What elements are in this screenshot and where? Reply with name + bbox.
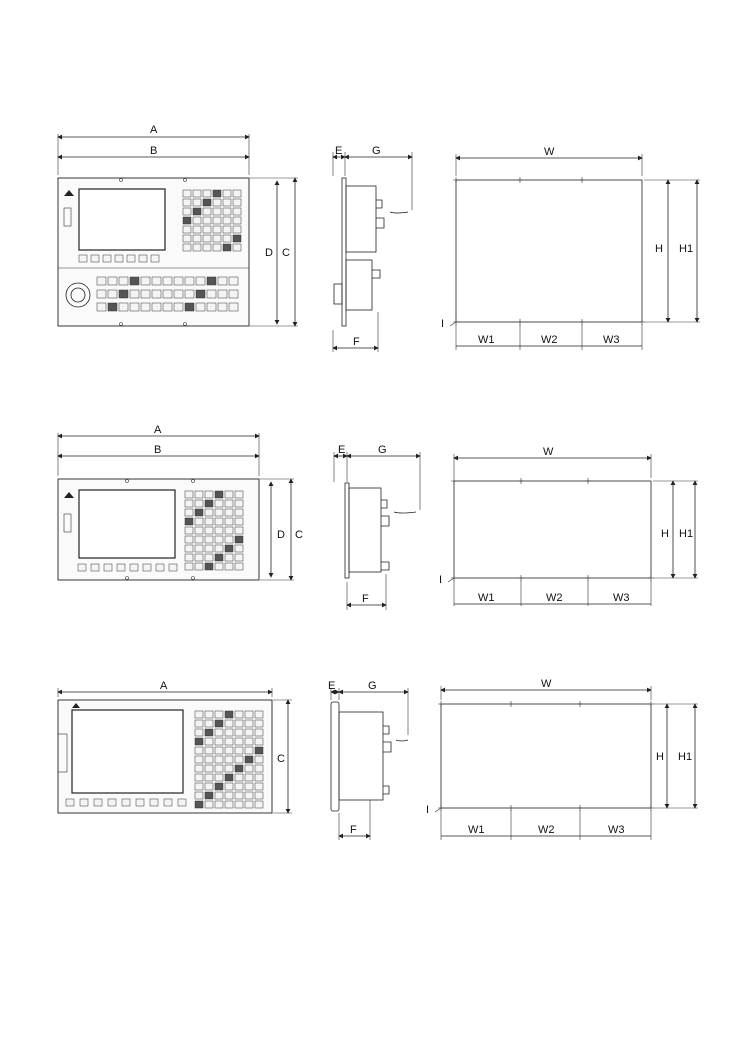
keypad-key: [205, 545, 213, 552]
keypad-key: [195, 720, 203, 727]
keypad-key: [233, 217, 241, 224]
keypad-key: [215, 756, 223, 763]
keypad-key: [195, 491, 203, 498]
keypad-key: [223, 226, 231, 233]
diagram-1: [58, 124, 700, 352]
diagram-3: [58, 678, 698, 840]
keypad-key: [255, 792, 263, 799]
keypad-key: [229, 290, 238, 298]
dim-E-label: E: [335, 145, 343, 157]
front-view-1: [58, 178, 249, 326]
keypad-key: [255, 801, 263, 808]
dim-B-label: B: [154, 444, 162, 456]
keypad-key: [207, 290, 216, 298]
keypad-key: [205, 801, 213, 808]
dim-H-label: H: [656, 751, 664, 763]
keypad-key: [195, 500, 203, 507]
keypad-key: [205, 774, 213, 781]
dim-D-label: D: [265, 247, 273, 259]
keypad-key: [235, 783, 243, 790]
dim-A-label: A: [150, 124, 158, 136]
keypad-key: [215, 711, 223, 718]
keypad-key: [185, 509, 193, 516]
keypad-key: [183, 190, 191, 197]
dim-W1-label: W1: [478, 334, 495, 346]
keypad-key: [235, 500, 243, 507]
keypad-key: [245, 765, 253, 772]
keypad-key: [205, 747, 213, 754]
keypad-key: [245, 774, 253, 781]
keypad-key: [185, 277, 194, 285]
dim-W2-label: W2: [538, 824, 555, 836]
keypad-key: [205, 563, 213, 570]
dim-A-label: A: [154, 424, 162, 436]
side-view-3: [331, 702, 408, 811]
keypad-key: [203, 226, 211, 233]
keypad-key: [235, 554, 243, 561]
keypad-key: [235, 527, 243, 534]
keypad-key: [97, 277, 106, 285]
keypad-key: [203, 199, 211, 206]
keypad-key: [196, 277, 205, 285]
keypad-key: [195, 536, 203, 543]
keypad-key: [195, 747, 203, 754]
keypad-key: [225, 509, 233, 516]
keypad-key: [207, 277, 216, 285]
keypad-key: [205, 518, 213, 525]
keypad-key: [235, 711, 243, 718]
soft-keys: [79, 255, 159, 262]
side-view-1: [334, 178, 408, 326]
keypad-key: [196, 303, 205, 311]
keypad-key: [225, 765, 233, 772]
dim-E-label: E: [328, 680, 336, 692]
keypad-key: [193, 226, 201, 233]
keypad-key: [205, 500, 213, 507]
keypad-key: [203, 208, 211, 215]
keypad-key: [215, 765, 223, 772]
dim-H-label: H: [655, 243, 663, 255]
keypad-key: [203, 217, 211, 224]
keypad-key: [215, 509, 223, 516]
keypad-key: [229, 303, 238, 311]
keypad-key: [213, 226, 221, 233]
keypad-key: [183, 208, 191, 215]
keypad-key: [213, 244, 221, 251]
keypad-key: [235, 774, 243, 781]
lcd-screen: [79, 490, 175, 558]
keypad-key: [205, 792, 213, 799]
keypad-key: [119, 303, 128, 311]
keypad-key: [225, 756, 233, 763]
dim-W2-label: W2: [541, 334, 558, 346]
dim-W3-label: W3: [608, 824, 625, 836]
keypad-key: [195, 545, 203, 552]
keypad-key: [215, 536, 223, 543]
keypad-key: [215, 729, 223, 736]
dim-G-label: G: [372, 145, 381, 157]
keypad-key: [195, 801, 203, 808]
dim-W-label: W: [543, 446, 554, 458]
keypad-key: [225, 536, 233, 543]
keypad-key: [225, 554, 233, 561]
keypad-key: [205, 765, 213, 772]
dim-W2-label: W2: [546, 592, 563, 604]
keypad-key: [233, 199, 241, 206]
dim-W-label: W: [541, 678, 552, 690]
keypad-key: [215, 518, 223, 525]
dim-F-label: F: [350, 824, 357, 836]
keypad-key: [233, 244, 241, 251]
keypad-key: [185, 518, 193, 525]
dim-F-label: F: [353, 336, 360, 348]
keypad-key: [233, 208, 241, 215]
panel-cutout-1: [453, 177, 645, 325]
keypad-key: [205, 783, 213, 790]
lcd-screen: [79, 189, 165, 250]
keypad-key: [205, 527, 213, 534]
keypad-key: [215, 554, 223, 561]
keypad-key: [195, 783, 203, 790]
dim-W3-label: W3: [613, 592, 630, 604]
keypad-key: [235, 765, 243, 772]
keypad-key: [195, 729, 203, 736]
keypad-key: [195, 527, 203, 534]
keypad-key: [195, 509, 203, 516]
keypad-key: [223, 199, 231, 206]
keypad-key: [235, 729, 243, 736]
keypad-key: [152, 303, 161, 311]
keypad-key: [215, 545, 223, 552]
keypad-key: [183, 217, 191, 224]
keypad-key: [225, 783, 233, 790]
keypad-key: [235, 720, 243, 727]
keypad-key: [205, 738, 213, 745]
keypad-key: [245, 801, 253, 808]
keypad-key: [193, 208, 201, 215]
dim-W1-label: W1: [468, 824, 485, 836]
keypad-key: [255, 774, 263, 781]
dim-F-label: F: [362, 593, 369, 605]
keypad-key: [185, 545, 193, 552]
keypad-key: [215, 801, 223, 808]
keypad-key: [141, 277, 150, 285]
keypad-key: [215, 491, 223, 498]
keypad-key: [255, 738, 263, 745]
keypad-key: [255, 747, 263, 754]
keypad-key: [203, 190, 211, 197]
keypad-key: [193, 199, 201, 206]
keypad-key: [223, 244, 231, 251]
keypad-key: [195, 765, 203, 772]
front-view-2: [58, 479, 259, 580]
keypad-key: [183, 226, 191, 233]
keypad-key: [245, 729, 253, 736]
keypad-key: [174, 303, 183, 311]
alnum-keypad: [195, 711, 263, 808]
keypad-key: [235, 491, 243, 498]
dim-C-label: C: [282, 247, 290, 259]
dim-H-label: H: [661, 528, 669, 540]
keypad-key: [235, 518, 243, 525]
keypad-key: [141, 290, 150, 298]
panel-cutout-3: [438, 701, 654, 811]
keypad-key: [255, 756, 263, 763]
keypad-key: [225, 738, 233, 745]
keypad-key: [193, 244, 201, 251]
keypad-key: [185, 536, 193, 543]
keypad-key: [205, 491, 213, 498]
keypad-key: [195, 738, 203, 745]
keypad-key: [225, 563, 233, 570]
keypad-key: [97, 290, 106, 298]
keypad-key: [245, 792, 253, 799]
keypad-key: [245, 747, 253, 754]
keypad-key: [225, 545, 233, 552]
dim-I-label: I: [426, 804, 430, 816]
dim-C-label: C: [277, 753, 285, 765]
keypad-key: [174, 290, 183, 298]
dim-C-label: C: [295, 529, 303, 541]
keypad-key: [225, 500, 233, 507]
dim-I-label: I: [441, 318, 445, 330]
keypad-key: [215, 527, 223, 534]
keypad-key: [207, 303, 216, 311]
keypad-key: [225, 792, 233, 799]
keypad-key: [235, 756, 243, 763]
keypad-key: [174, 277, 183, 285]
keypad-key: [225, 491, 233, 498]
keypad-key: [163, 303, 172, 311]
keypad-key: [213, 217, 221, 224]
dim-B-label: B: [150, 145, 158, 157]
dim-I-label: I: [439, 574, 443, 586]
keypad-key: [108, 277, 117, 285]
keypad-key: [225, 720, 233, 727]
keypad-key: [205, 729, 213, 736]
keypad-key: [97, 303, 106, 311]
keypad-key: [245, 738, 253, 745]
keypad-key: [205, 720, 213, 727]
keypad-key: [223, 208, 231, 215]
dim-W3-label: W3: [603, 334, 620, 346]
keypad-key: [185, 290, 194, 298]
keypad-key: [218, 303, 227, 311]
keypad-key: [255, 783, 263, 790]
keypad-key: [255, 720, 263, 727]
dim-H1-label: H1: [679, 243, 694, 255]
keypad-key: [245, 720, 253, 727]
keypad-key: [152, 277, 161, 285]
keypad-key: [205, 554, 213, 561]
keypad-key: [215, 783, 223, 790]
keypad-key: [193, 235, 201, 242]
keypad-key: [235, 545, 243, 552]
keypad-key: [203, 244, 211, 251]
dim-H1-label: H1: [679, 528, 694, 540]
dim-A-label: A: [160, 680, 168, 692]
keypad-key: [195, 756, 203, 763]
keypad-key: [163, 290, 172, 298]
keypad-key: [130, 277, 139, 285]
dim-W-label: W: [544, 146, 555, 158]
keypad-key: [205, 711, 213, 718]
keypad-key: [130, 303, 139, 311]
keypad-key: [215, 563, 223, 570]
keypad-key: [141, 303, 150, 311]
keypad-key: [213, 235, 221, 242]
keypad-key: [205, 756, 213, 763]
keypad-key: [205, 536, 213, 543]
keypad-key: [183, 199, 191, 206]
keypad-key: [225, 518, 233, 525]
keypad-key: [223, 190, 231, 197]
keypad-key: [225, 711, 233, 718]
dim-G-label: G: [378, 444, 387, 456]
keypad-key: [233, 190, 241, 197]
keypad-key: [215, 747, 223, 754]
keypad-key: [223, 217, 231, 224]
dim-H1-label: H1: [678, 751, 693, 763]
front-view-3: [58, 700, 272, 813]
keypad-key: [235, 738, 243, 745]
soft-keys: [66, 799, 186, 806]
keypad-key: [185, 303, 194, 311]
keypad-key: [225, 729, 233, 736]
keypad-key: [130, 290, 139, 298]
dim-G-label: G: [368, 680, 377, 692]
keypad-key: [185, 563, 193, 570]
keypad-key: [195, 554, 203, 561]
keypad-key: [223, 235, 231, 242]
keypad-key: [235, 536, 243, 543]
keypad-key: [193, 190, 201, 197]
keypad-key: [195, 563, 203, 570]
keypad-key: [255, 765, 263, 772]
keypad-key: [193, 217, 201, 224]
keypad-key: [183, 235, 191, 242]
keypad-key: [185, 554, 193, 561]
keypad-key: [195, 711, 203, 718]
keypad-key: [233, 235, 241, 242]
keypad-key: [196, 290, 205, 298]
keypad-key: [185, 527, 193, 534]
keypad-key: [245, 756, 253, 763]
keypad-key: [225, 801, 233, 808]
keypad-key: [215, 774, 223, 781]
keypad-key: [225, 774, 233, 781]
keypad-key: [215, 738, 223, 745]
side-view-2: [345, 483, 416, 578]
lcd-screen: [72, 710, 183, 793]
keypad-key: [213, 190, 221, 197]
keypad-key: [255, 711, 263, 718]
keypad-key: [235, 801, 243, 808]
keypad-key: [225, 527, 233, 534]
keypad-key: [255, 729, 263, 736]
dim-E-label: E: [338, 444, 346, 456]
keypad-key: [235, 747, 243, 754]
dim-W1-label: W1: [478, 592, 495, 604]
keypad-key: [213, 199, 221, 206]
keypad-key: [215, 500, 223, 507]
keypad-key: [213, 208, 221, 215]
keypad-key: [119, 290, 128, 298]
keypad-key: [229, 277, 238, 285]
keypad-key: [245, 711, 253, 718]
keypad-key: [218, 277, 227, 285]
keypad-key: [203, 235, 211, 242]
keypad-key: [225, 747, 233, 754]
keypad-key: [183, 244, 191, 251]
keypad-key: [108, 290, 117, 298]
panel-cutout-2: [451, 478, 654, 581]
keypad-key: [215, 720, 223, 727]
keypad-key: [195, 518, 203, 525]
keypad-key: [152, 290, 161, 298]
diagram-2: [58, 424, 698, 610]
keypad-key: [235, 792, 243, 799]
keypad-key: [235, 563, 243, 570]
keypad-key: [195, 792, 203, 799]
keypad-key: [245, 783, 253, 790]
keypad-key: [185, 500, 193, 507]
keypad-key: [205, 509, 213, 516]
keypad-key: [119, 277, 128, 285]
keypad-key: [108, 303, 117, 311]
dim-D-label: D: [277, 529, 285, 541]
keypad-key: [215, 792, 223, 799]
keypad-key: [235, 509, 243, 516]
keypad-key: [218, 290, 227, 298]
keypad-key: [195, 774, 203, 781]
keypad-key: [163, 277, 172, 285]
keypad-key: [233, 226, 241, 233]
keypad-key: [185, 491, 193, 498]
